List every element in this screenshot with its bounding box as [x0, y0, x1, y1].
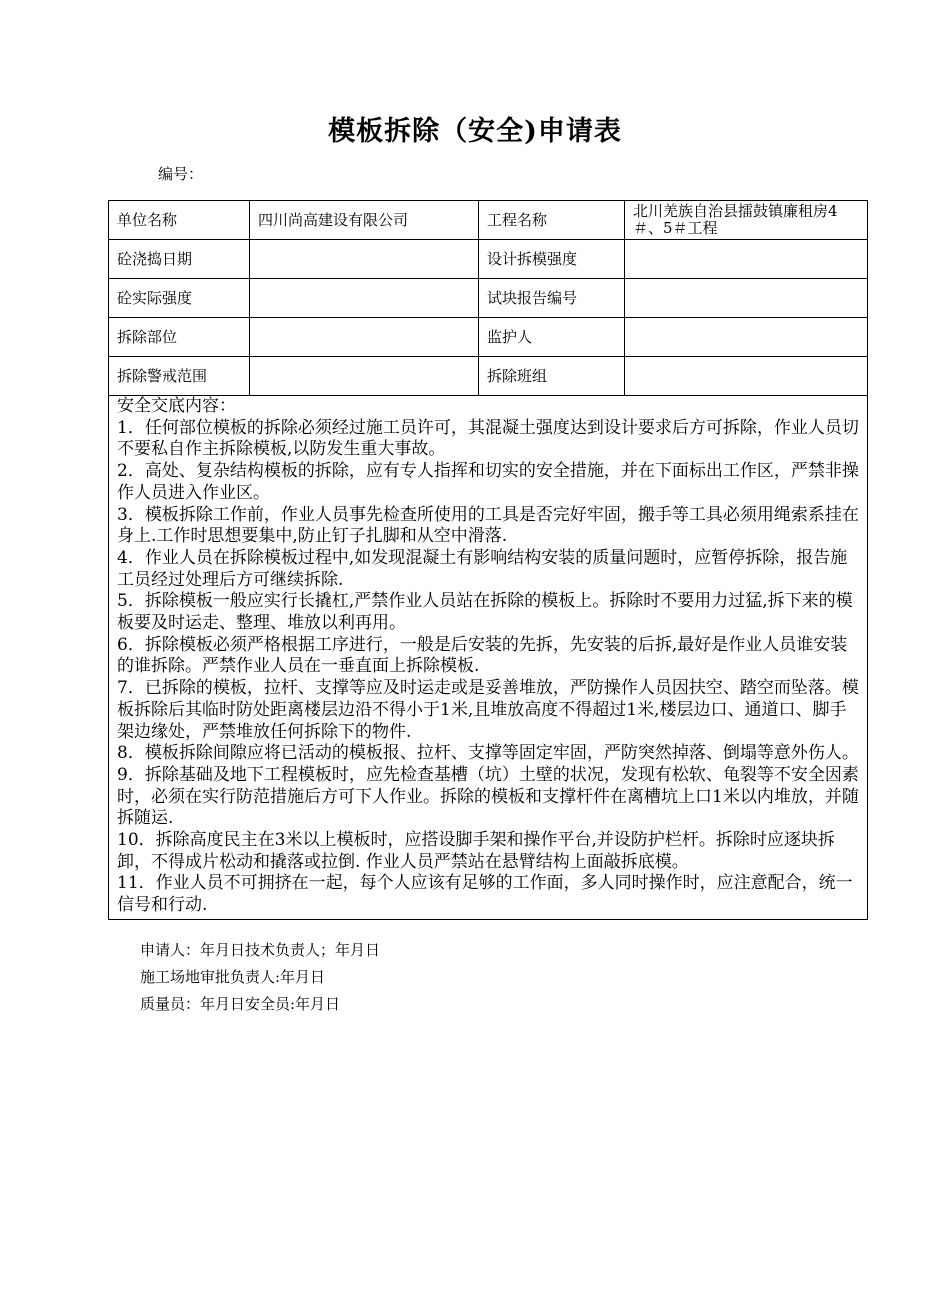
field-value-removal-team[interactable] — [625, 357, 868, 396]
field-label-design-strength: 设计拆模强度 — [479, 240, 625, 279]
field-label-actual-strength: 砼实际强度 — [109, 279, 250, 318]
field-label-unit-name: 单位名称 — [109, 201, 250, 240]
field-value-test-report-no[interactable] — [625, 279, 868, 318]
safety-item: 7．已拆除的模板，拉杆、支撑等应及时运走或是妥善堆放，严防操作人员因扶空、踏空而坠落。模板拆除后其临时防处距离楼层边沿不得小于1米,且堆放高度不得超过1米,楼层边口、通道口、脚手架边缘处，严禁堆放任何拆除下的物件. — [117, 678, 859, 742]
field-label-removal-team: 拆除班组 — [479, 357, 625, 396]
safety-item: 9．拆除基础及地下工程模板时，应先检查基槽（坑）土壁的状况，发现有松软、龟裂等不安全因素时，必须在实行防范措施后方可下人作业。拆除的模板和支撑杆件在离槽坑上口1米以内堆放，并随拆随运. — [117, 764, 859, 829]
table-row — [109, 396, 868, 920]
page-title: 模板拆除（安全)申请表 — [328, 116, 622, 147]
footer-quality-safety-signature: 质量员：年月日安全员:年月日 — [140, 995, 341, 1013]
field-value-design-strength[interactable] — [625, 240, 868, 279]
table-row — [109, 279, 868, 318]
serial-number-label: 编号： — [158, 165, 204, 183]
field-label-supervisor: 监护人 — [479, 318, 625, 357]
field-value-actual-strength[interactable] — [250, 279, 479, 318]
safety-item: 11．作业人员不可拥挤在一起，每个人应该有足够的工作面，多人同时操作时，应注意配合，统一信号和行动. — [117, 873, 853, 916]
field-value-unit-name[interactable]: 四川尚高建设有限公司 — [250, 201, 479, 240]
safety-item: 1．任何部位模板的拆除必须经过施工员许可，其混凝土强度达到设计要求后方可拆除，作业人员切不要私自作主拆除模板,以防发生重大事故。 — [117, 417, 859, 460]
safety-item: 8．模板拆除间隙应将已活动的模板报、拉杆、支撑等固定牢固，严防突然掉落、倒塌等意外伤人。 — [117, 743, 859, 764]
safety-item: 10．拆除高度民主在3米以上模板时，应搭设脚手架和操作平台,并设防护栏杆。拆除时应逐块拆卸，不得成片松动和撬落或拉倒. 作业人员严禁站在悬臂结构上面敲拆底模。 — [117, 830, 835, 872]
field-label-test-report-no: 试块报告编号 — [479, 279, 625, 318]
field-value-removal-location[interactable] — [250, 318, 479, 357]
field-value-warning-range[interactable] — [250, 357, 479, 396]
footer-applicant-signature: 申请人：年月日技术负责人；年月日 — [140, 941, 381, 959]
safety-item: 3．模板拆除工作前，作业人员事先检查所使用的工具是否完好牢固，搬手等工具必须用绳索系挂在身上.工作时思想要集中,防止钉子扎脚和从空中滑落. — [117, 504, 859, 547]
safety-item: 5．拆除模板一般应实行长撬杠,严禁作业人员站在拆除的模板上。拆除时不要用力过猛,拆下来的模板要及时运走、整理、堆放以利再用。 — [117, 591, 853, 634]
table-row — [109, 201, 868, 240]
field-label-warning-range: 拆除警戒范围 — [109, 357, 250, 396]
safety-item: 6．拆除模板必须严格根据工序进行，一般是后安装的先拆，先安装的后拆,最好是作业人员谁安装的谁拆除。严禁作业人员在一垂直面上拆除模板. — [117, 634, 848, 677]
field-label-project-name: 工程名称 — [479, 201, 625, 240]
table-row — [109, 357, 868, 396]
safety-briefing-heading: 安全交底内容： — [117, 396, 236, 416]
field-value-project-name[interactable]: 北川羌族自治县擂鼓镇廉租房4＃、5＃工程 — [625, 201, 868, 240]
footer-approver-signature: 施工场地审批负责人:年月日 — [140, 968, 326, 986]
table-row — [109, 240, 868, 279]
safety-item: 2．高处、复杂结构模板的拆除，应有专人指挥和切实的安全措施，并在下面标出工作区，严禁非操作人员进入作业区。 — [117, 461, 859, 503]
safety-briefing-cell — [109, 396, 868, 920]
field-label-removal-location: 拆除部位 — [109, 318, 250, 357]
application-form-table — [108, 200, 868, 920]
table-row — [109, 318, 868, 357]
field-value-supervisor[interactable] — [625, 318, 868, 357]
safety-item: 4．作业人员在拆除模板过程中,如发现混凝土有影响结构安装的质量问题时，应暂停拆除，报告施工员经过处理后方可继续拆除. — [117, 547, 848, 590]
field-label-pour-date: 砼浇捣日期 — [109, 240, 250, 279]
field-value-pour-date[interactable] — [250, 240, 479, 279]
